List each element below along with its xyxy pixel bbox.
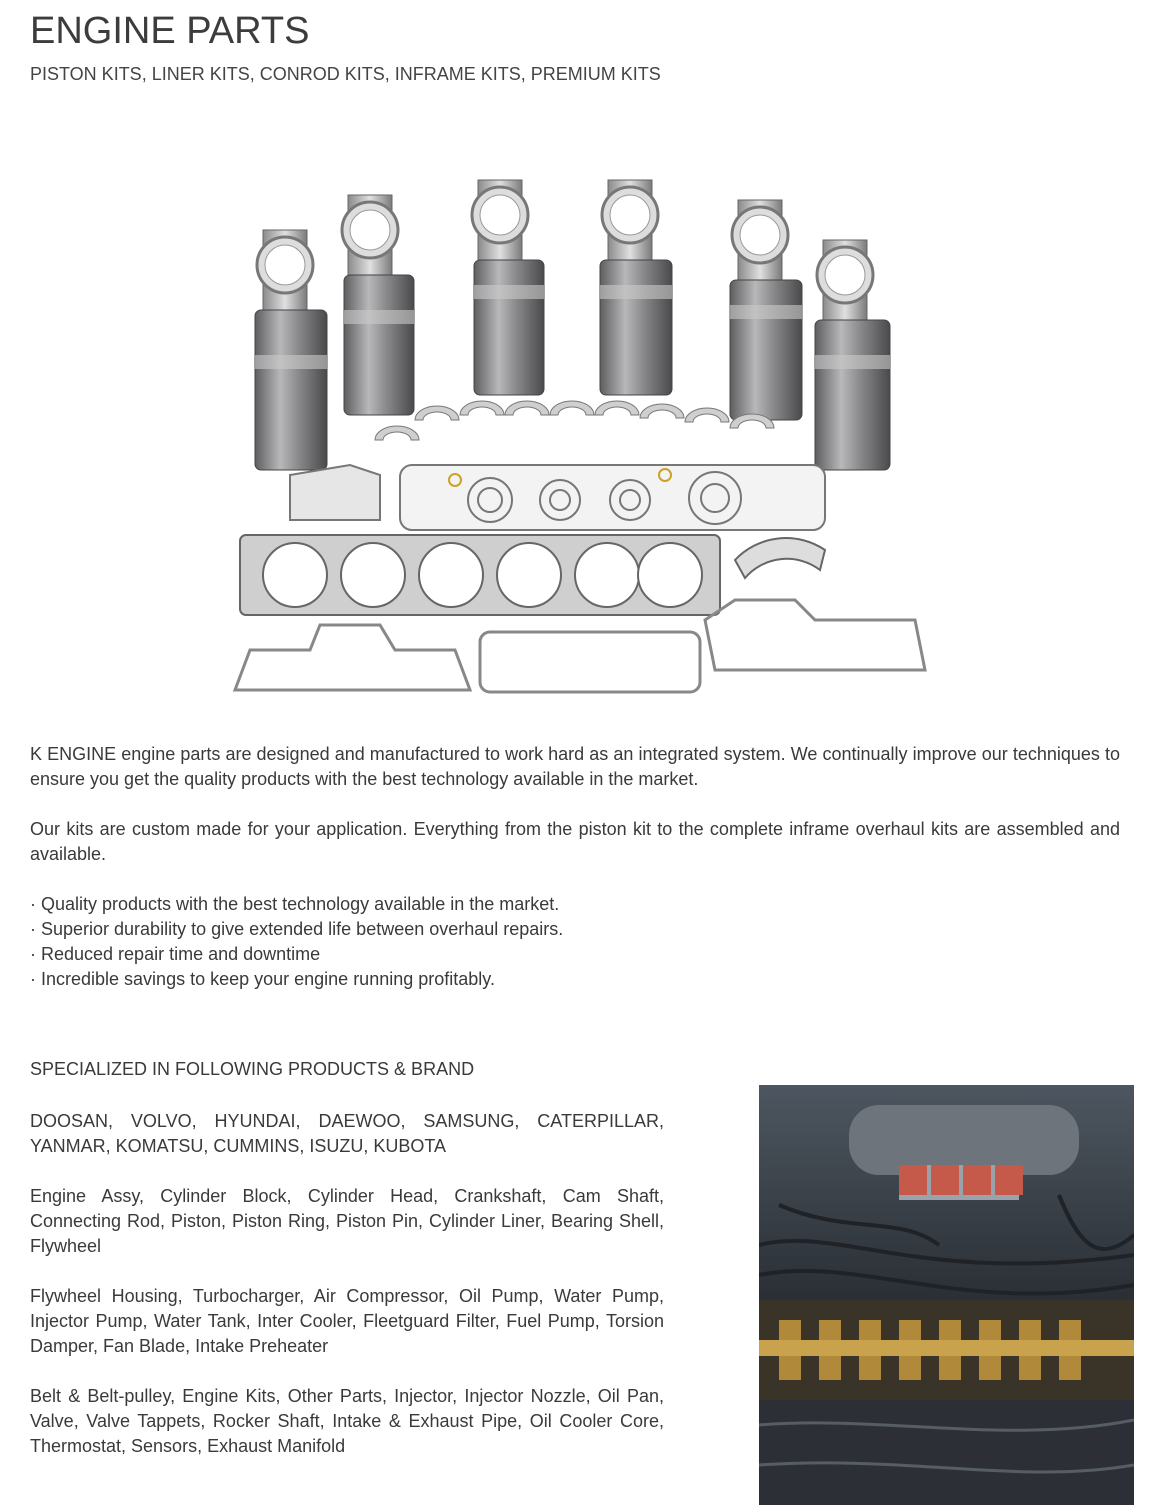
engine-kit-image	[225, 170, 935, 710]
benefit-list	[30, 892, 563, 992]
specialized-heading: SPECIALIZED IN FOLLOWING PRODUCTS & BRAND	[30, 1059, 475, 1079]
product-list-2: Flywheel Housing, Turbocharger, Air Compressor, Oil Pump, Water Pump, Injector Pump, Water Tank, Inter Cooler, Fleetguard Filter, Fuel Pump, Torsion Damper, Fan Blade, Intake Preheater	[30, 1286, 664, 1356]
intro-paragraph-2: Our kits are custom made for your application. Everything from the piston kit to the complete inframe overhaul kits are assembled and available.	[30, 819, 1120, 864]
product-list-1: Engine Assy, Cylinder Block, Cylinder Head, Crankshaft, Cam Shaft, Connecting Rod, Piston, Piston Ring, Piston Pin, Cylinder Liner, Bearing Shell, Flywheel	[30, 1186, 664, 1256]
list-item: · Incredible savings to keep your engine running profitably.	[30, 969, 495, 989]
intro-paragraph-1: K ENGINE engine parts are designed and manufactured to work hard as an integrated system. We continually improve our techniques to ensure you get the quality products with the best technology available in the market.	[30, 744, 1120, 789]
page-subtitle: PISTON KITS, LINER KITS, CONROD KITS, INFRAME KITS, PREMIUM KITS	[30, 64, 661, 84]
list-item: · Quality products with the best technology available in the market.	[30, 894, 560, 914]
brand-list: DOOSAN, VOLVO, HYUNDAI, DAEWOO, SAMSUNG, CATERPILLAR, YANMAR, KOMATSU, CUMMINS, ISUZU, KUBOTA	[30, 1111, 664, 1156]
page-title: ENGINE PARTS	[30, 10, 310, 52]
head-gasket	[240, 535, 825, 615]
gasket-set	[290, 465, 825, 530]
cylinder-liners	[255, 180, 890, 470]
product-list-3: Belt & Belt-pulley, Engine Kits, Other Parts, Injector, Injector Nozzle, Oil Pan, Valve, Valve Tappets, Rocker Shaft, Intake & Exhaust Pipe, Oil Cooler Core, Thermostat, Sensors, Exhaust Manifold	[30, 1386, 664, 1456]
list-item: · Superior durability to give extended life between overhaul repairs.	[30, 919, 564, 939]
engine-bay-photo	[759, 1085, 1134, 1505]
list-item: · Reduced repair time and downtime	[30, 944, 321, 964]
bearing-shells	[375, 401, 774, 440]
